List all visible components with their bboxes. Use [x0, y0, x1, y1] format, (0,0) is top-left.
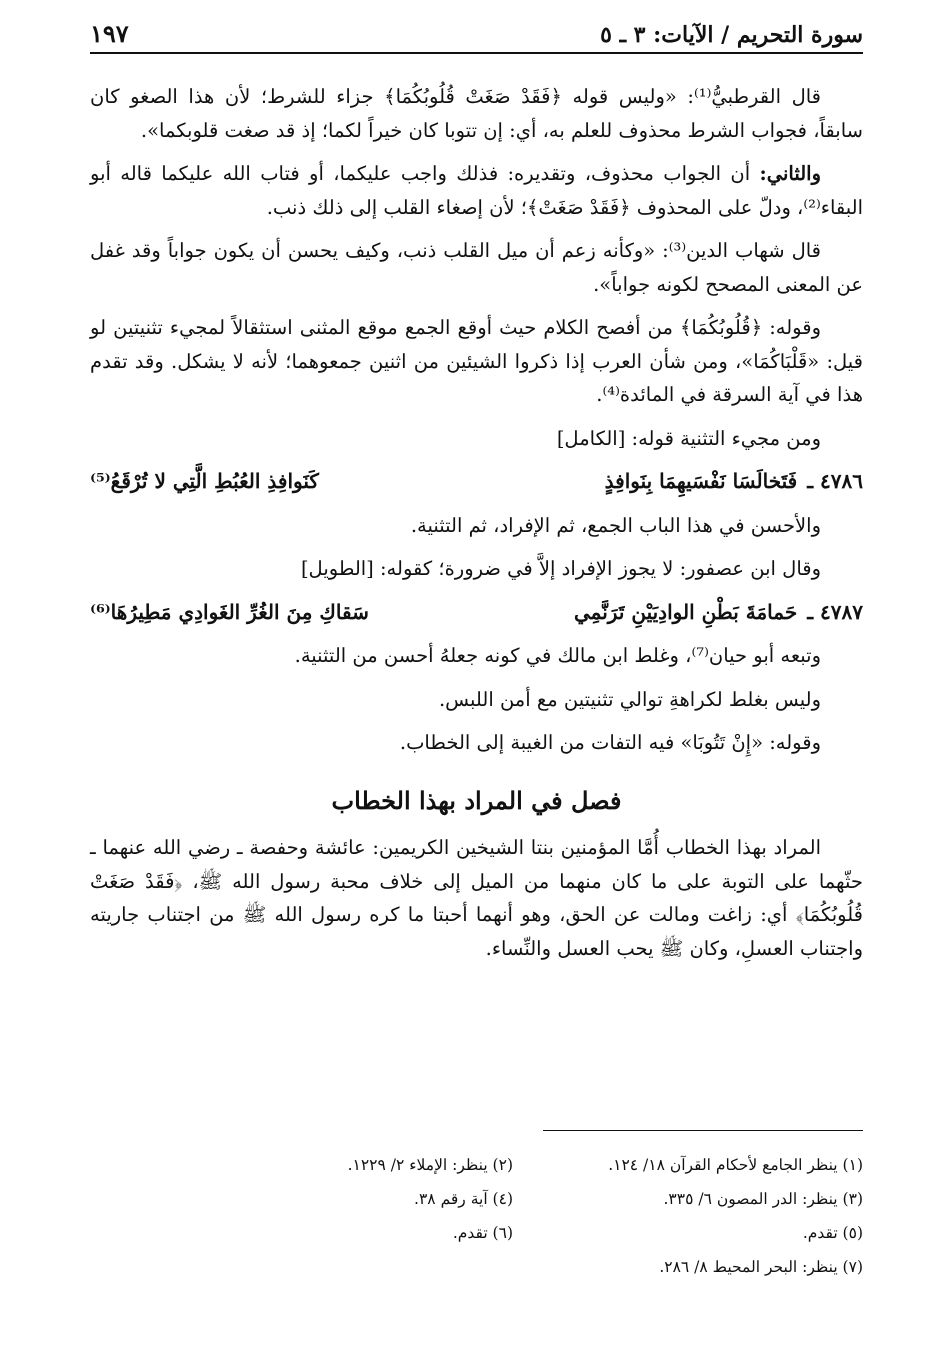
verse-hemistich-first: حَمامَةَ بَطْنِ الوادِيَيْنِ تَرَنَّمِي: [573, 599, 798, 624]
paragraph-second-view: [90, 157, 863, 224]
footnote-row: [90, 1216, 863, 1250]
verse-hemistich-second: كَنَوافِذِ العُبُطِ الَّتِي لا تُرْقَعُ⁽⁵⁾: [89, 469, 319, 493]
footnote: (٥) تقدم.: [802, 1224, 863, 1242]
paragraph-abu-hayyan: وتبعه أبو حيان⁽⁷⁾، وغلط ابن مالك في كونه جعلهُ أحسن من التثنية.: [294, 644, 821, 667]
paragraph-meaning: المراد بهذا الخطاب أُمَّا المؤمنين بنتا الشيخين الكريمين: عائشة وحفصة ـ رضي الله عنهما ـ حثّهما على التوبة على ما كان منهما من الميل إلى خلاف محبة رسول الله ﷺ، ﴿فَقَدْ صَغَتْ قُلُوبُكُمَا﴾ أي: زاغت ومالت عن الحق، وهو أنهما أحبتا ما كره رسول الله ﷺ من اجتناب جاريته واجتناب العسلِ، وكان ﷺ يحب العسل والنِّساء.: [90, 836, 863, 960]
surah-title: سورة التحريم / الآيات: ٣ ـ ٥: [600, 22, 863, 48]
paragraph-text: أن الجواب محذوف، وتقديره: فذلك واجب عليكما، أو فتاب الله عليكما قاله أبو البقاء⁽²⁾، ودلّ على المحذوف ﴿فَقَدْ صَغَتْ﴾؛ لأن إصغاء القلب إلى ذلك ذنب.: [90, 162, 863, 219]
poetry-verse: [90, 596, 863, 630]
footnote: (٢) ينظر: الإملاء ٢/ ١٢٢٩.: [347, 1156, 513, 1174]
verse-number: ٤٧٨٦ ـ: [807, 469, 863, 493]
paragraph-not-error: وليس بغلط لكراهةِ توالي تثنيتين مع أمن اللبس.: [438, 687, 821, 711]
footnotes: [90, 1148, 863, 1284]
footnote: (٤) آية رقم ٣٨.: [414, 1190, 513, 1208]
verse-hemistich-first: فَتَخالَسَا نَفْسَيهِمَا بِنَوافِذٍ: [604, 469, 798, 493]
paragraph-verse-intro: ومن مجيء التثنية قوله: [الكامل]: [556, 426, 821, 450]
paragraph-in-tatuba: وقوله: «إِنْ تَتُوبَا» فيه التفات من الغيبة إلى الخطاب.: [399, 731, 821, 754]
poetry-verse: [90, 465, 863, 499]
paragraph-shihab: قال شهاب الدين⁽³⁾: «وكأنه زعم أن ميل القلب ذنب، وكيف يحسن أن يكون جواباً وقد غفل عن المعنى المصحح لكونه جواباً».: [90, 239, 863, 296]
footnote-row: [90, 1148, 863, 1182]
section-heading: فصل في المراد بهذا الخطاب: [331, 785, 622, 815]
paragraph-ibn-usfur: وقال ابن عصفور: لا يجوز الإفراد إلاَّ في ضرورة؛ كقوله: [الطويل]: [300, 557, 821, 580]
main-text: [90, 80, 863, 975]
footnote: (٦) تقدم.: [452, 1224, 513, 1242]
page-header: [90, 12, 863, 54]
verse-hemistich-second: سَقاكِ مِنَ الغُرِّ الغَوادِي مَطِيرُهَا⁽⁶⁾: [89, 599, 369, 624]
verse-number: ٤٧٨٧ ـ: [807, 599, 863, 624]
footnote-row: [90, 1250, 863, 1284]
paragraph-qurtubi: قال القرطبيُّ⁽¹⁾: «وليس قوله ﴿فَقَدْ صَغَتْ قُلُوبُكُمَا﴾ جزاء للشرط؛ لأن هذا الصغو كان سابقاً، فجواب الشرط محذوف للعلم به، أي: إن تتوبا كان خيراً لكما؛ إذ قد صغت قلوبكما».: [90, 85, 863, 142]
footnote: (٣) ينظر: الدر المصون ٦/ ٣٣٥.: [663, 1190, 863, 1208]
paragraph-ahsan: والأحسن في هذا الباب الجمع، ثم الإفراد، ثم التثنية.: [410, 513, 821, 537]
footnote: (٧) ينظر: البحر المحيط ٨/ ٢٨٦.: [659, 1258, 863, 1276]
footnote-row: [90, 1182, 863, 1216]
paragraph-qulubukuma: وقوله: ﴿قُلُوبُكُمَا﴾ من أفصح الكلام حيث أوقع الجمع موقع المثنى استثقالاً لمجيء تثنيتين لو قيل: «قَلْبَاكُمَا»، ومن شأن العرب إذا ذكروا الشيئين من اثنين جمعوهما؛ لأنه لا يشكل. وقد تقدم هذا في آية السرقة في المائدة⁽⁴⁾.: [90, 316, 863, 406]
footnote-divider: [543, 1130, 863, 1131]
paragraph-lead: والثاني:: [759, 162, 821, 185]
page-number: ١٩٧: [90, 19, 129, 48]
footnote: (١) ينظر الجامع لأحكام القرآن ١٨/ ١٢٤.: [608, 1156, 863, 1174]
